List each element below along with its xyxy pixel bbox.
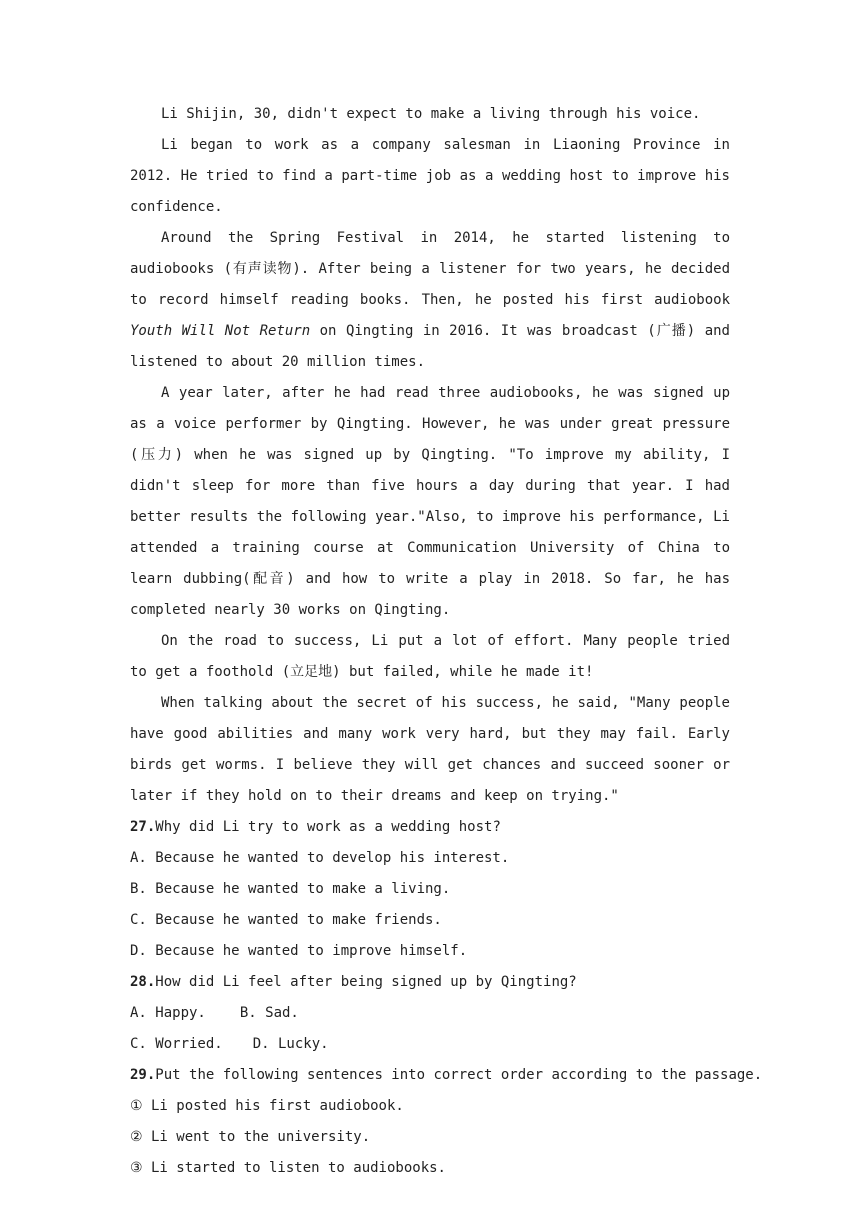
- document-page: [130, 99, 763, 1184]
- passage-paragraph-2: Li began to work as a company salesman in Liaoning Province in 2012. He tried to find a part-time job as a wedding host to improve his confidence.: [130, 137, 730, 215]
- passage-paragraph-1: Li Shijin, 30, didn't expect to make a living through his voice.: [161, 106, 701, 122]
- passage-paragraph-3-part-b: on Qingting in 2016. It was broadcast (广播) and listened to about 20 million times.: [130, 323, 730, 370]
- question-text: Why did Li try to work as a wedding host?: [155, 819, 501, 835]
- passage-paragraph-4: A year later, after he had read three audiobooks, he was signed up as a voice performer by Qingting. However, he was under great pressure (压力) when he was signed up by Qingting. "To improve my ability, I didn't sleep for more than five hours a day during that year. I had better results the following year."Also, to improve his performance, Li attended a training course at Communication University of China to learn dubbing(配音) and how to write a play in 2018. So far, he has completed nearly 30 works on Qingting.: [130, 385, 730, 618]
- option-27-b: B. Because he wanted to make a living.: [130, 881, 451, 897]
- question-number: 27.: [130, 819, 156, 835]
- passage-paragraph-6: When talking about the secret of his success, he said, "Many people have good abilities and many work very hard, but they may fail. Early birds get worms. I believe they will get chances and succeed sooner or later if they hold on to their dreams and keep on trying.": [130, 695, 730, 804]
- option-28-d: D. Lucky.: [252, 1036, 329, 1052]
- options-28-row-1: [130, 998, 730, 1029]
- question-text: How did Li feel after being signed up by Qingting?: [155, 974, 577, 990]
- option-28-b: B. Sad.: [239, 1005, 299, 1021]
- options-28-row-2: [130, 1029, 730, 1060]
- passage-paragraph-5: On the road to success, Li put a lot of effort. Many people tried to get a foothold (立足地) but failed, while he made it!: [130, 633, 730, 680]
- option-28-a: A. Happy.: [130, 1005, 206, 1021]
- option-27-c: C. Because he wanted to make friends.: [130, 912, 442, 928]
- question-29: [130, 1060, 763, 1091]
- question-number: 29.: [130, 1067, 156, 1083]
- question-number: 28.: [130, 974, 156, 990]
- question-27: [130, 812, 730, 843]
- order-item-2: ② Li went to the university.: [130, 1129, 371, 1145]
- option-27-a: A. Because he wanted to develop his interest.: [130, 850, 510, 866]
- option-28-c: C. Worried.: [130, 1036, 223, 1052]
- option-27-d: D. Because he wanted to improve himself.: [130, 943, 468, 959]
- order-item-3: ③ Li started to listen to audiobooks.: [130, 1160, 446, 1176]
- passage-paragraph-3-part-a: Around the Spring Festival in 2014, he started listening to audiobooks (有声读物). After being a listener for two years, he decided to record himself reading books. Then, he posted his first audiobook: [130, 230, 730, 308]
- passage-paragraph-3: [130, 223, 730, 378]
- order-item-1: ① Li posted his first audiobook.: [130, 1098, 404, 1114]
- question-28: [130, 967, 730, 998]
- audiobook-title: Youth Will Not Return: [130, 323, 311, 339]
- question-text: Put the following sentences into correct order according to the passage.: [155, 1067, 763, 1083]
